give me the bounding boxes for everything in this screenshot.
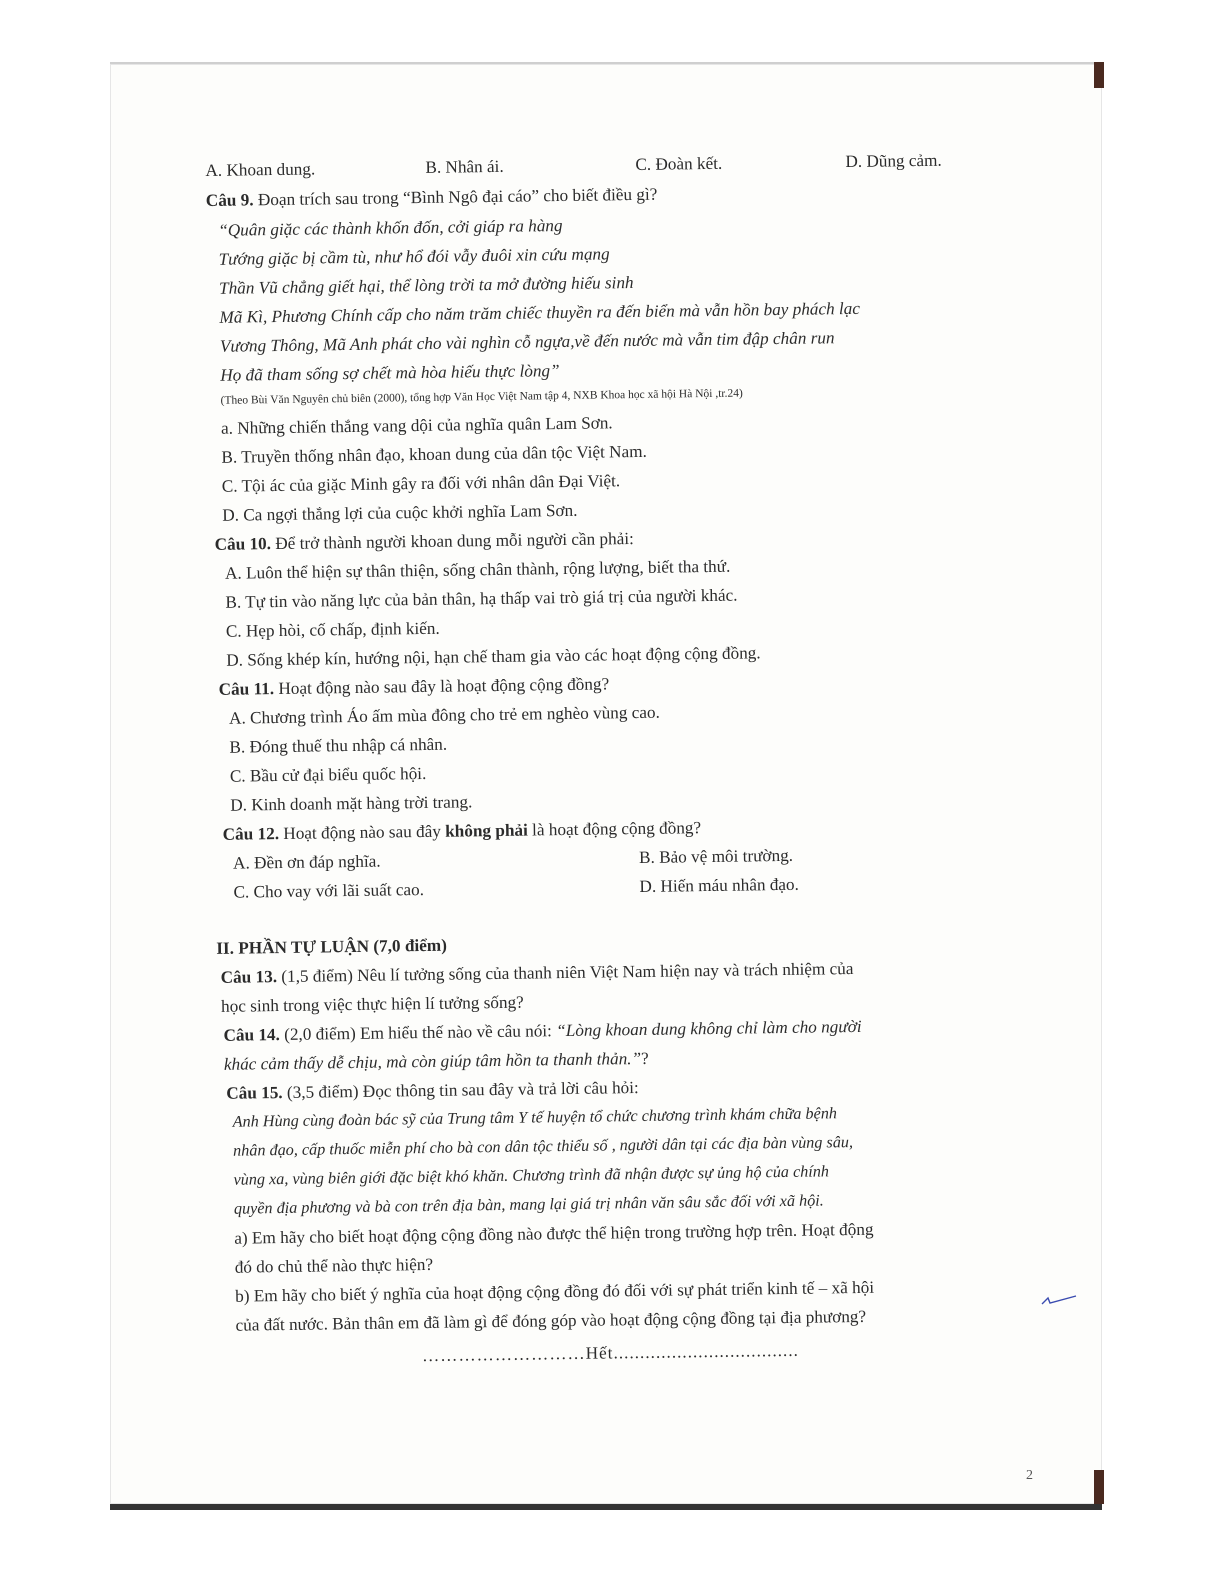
q13-line2: học sinh trong việc thực hiện lí tưởng sống?: [220, 992, 524, 1016]
q15-text: (3,5 điểm) Đọc thông tin sau đây và trả lời câu hỏi:: [286, 1078, 639, 1102]
q15-qa-line: đó do chủ thể nào thực hiện?: [234, 1254, 434, 1277]
q11-text: Hoạt động nào sau đây là hoạt động cộng đồng?: [278, 674, 610, 699]
q14-label: Câu 14.: [223, 1025, 280, 1045]
q10-option: A. Luôn thể hiện sự thân thiện, sống chân thành, rộng lượng, biết tha thứ.: [224, 556, 731, 583]
q10-option: B. Tự tin vào năng lực của bản thân, hạ thấp vai trò giá trị của người khác.: [225, 585, 738, 612]
q14-line1-plain: (2,0 điểm) Em hiểu thế nào về câu nói:: [284, 1021, 553, 1044]
q9-option: D. Ca ngợi thắng lợi của cuộc khởi nghĩa Lam Sơn.: [222, 500, 578, 525]
q15-qa-line: a) Em hãy cho biết hoạt động cộng đồng nào được thể hiện trong trường hợp trên. Hoạt động: [234, 1219, 874, 1248]
q12-option-d: D. Hiến máu nhân đạo.: [639, 874, 800, 897]
q11-option: D. Kinh doanh mặt hàng trời trang.: [230, 792, 473, 815]
q14-line1-italic: “Lòng khoan dung không chỉ làm cho người: [556, 1016, 862, 1041]
q10-text: Để trở thành người khoan dung mỗi người cần phải:: [275, 529, 634, 554]
q8-option-b: B. Nhân ái.: [425, 156, 504, 177]
q8-option-d: D. Dũng cảm.: [845, 150, 942, 172]
q9-quote-line: “Quân giặc các thành khốn đốn, cởi giáp ra hàng: [218, 216, 563, 240]
q15-passage-line: nhân đạo, cấp thuốc miễn phí cho bà con dân tộc thiểu số , người dân tại các địa bàn vùng sâu,: [232, 1133, 854, 1160]
q9-text: Đoạn trích sau trong “Bình Ngô đại cáo” cho biết điều gì?: [257, 184, 658, 210]
page-number: 2: [1026, 1468, 1033, 1483]
q15-label: Câu 15.: [226, 1083, 283, 1103]
q9-quote-line: Họ đã tham sống sợ chết mà hòa hiếu thực lòng”: [220, 361, 560, 385]
q11-option: C. Bầu cử đại biểu quốc hội.: [229, 763, 427, 786]
q9-quote-line: Tướng giặc bị cầm tù, như hổ đói vẫy đuôi xin cứu mạng: [218, 244, 610, 269]
q15-passage-line: quyền địa phương và bà con trên địa bàn, mang lại giá trị nhân văn sâu sắc đối với xã hội.: [233, 1191, 824, 1218]
q14-line2-italic: khác cảm thấy dễ chịu, mà còn giúp tâm hồn ta thanh thản.”: [223, 1049, 642, 1074]
q11-option: B. Đóng thuế thu nhập cá nhân.: [229, 734, 448, 757]
q13-line1: (1,5 điểm) Nêu lí tưởng sống của thanh niên Việt Nam hiện nay và trách nhiệm của: [281, 959, 854, 987]
q8-option-a: A. Khoan dung.: [205, 159, 316, 180]
q12-option-b: B. Bảo vệ môi trường.: [638, 845, 794, 868]
q15-passage-line: vùng xa, vùng biên giới đặc biệt khó khăn. Chương trình đã nhận được sự ủng hộ của chính: [233, 1162, 830, 1189]
end-label: Hết: [585, 1343, 614, 1363]
q11-option: A. Chương trình Áo ấm mùa đông cho trẻ em nghèo vùng cao.: [228, 702, 660, 728]
q9-source: (Theo Bùi Văn Nguyên chủ biên (2000), tổng hợp Văn Học Việt Nam tập 4, NXB Khoa học xã hội Hà Nội ,tr.24): [220, 387, 743, 407]
q9-quote-line: Thần Vũ chẳng giết hại, thể lòng trời ta mở đường hiếu sinh: [218, 273, 634, 298]
q8-option-c: C. Đoàn kết.: [635, 153, 723, 174]
end-dots-left: ………………………: [421, 1343, 586, 1366]
page-edge-shadow-bottom: [1094, 1470, 1104, 1504]
q9-option: B. Truyền thống nhân đạo, khoan dung của dân tộc Việt Nam.: [221, 441, 647, 467]
q12-label: Câu 12.: [222, 824, 280, 844]
q15-qa-line: của đất nước. Bản thân em đã làm gì để đóng góp vào hoạt động cộng đồng tại địa phương?: [235, 1306, 867, 1335]
q12-text-bold: không phải: [445, 820, 528, 841]
pen-tick-icon: [1040, 1294, 1078, 1308]
q14-line2-end: ?: [640, 1048, 649, 1068]
q13-label: Câu 13.: [220, 967, 278, 987]
q9-quote-line: Vương Thông, Mã Anh phát cho vài nghìn cỗ ngựa,về đến nước mà vẫn tim đập chân run: [219, 328, 835, 356]
q9-option: C. Tội ác của giặc Minh gây ra đối với nhân dân Đại Việt.: [221, 471, 621, 496]
q12-text-before: Hoạt động nào sau đây: [283, 821, 441, 843]
q15-passage-line: Anh Hùng cùng đoàn bác sỹ của Trung tâm Y tế huyện tổ chức chương trình khám chữa bệnh: [232, 1104, 838, 1131]
q12-option-a: A. Đền ơn đáp nghĩa.: [232, 851, 381, 873]
q12-text-after: là hoạt động cộng đồng?: [531, 818, 702, 840]
q9-option: a. Những chiến thắng vang dội của nghĩa quân Lam Sơn.: [220, 413, 613, 438]
q15-qa-line: b) Em hãy cho biết ý nghĩa của hoạt động cộng đồng đó đối với sự phát triển kinh tế – xã hội: [235, 1277, 875, 1306]
q9-label: Câu 9.: [205, 190, 254, 210]
end-dots-right: ...................................: [613, 1340, 799, 1363]
q10-option: C. Hẹp hòi, cố chấp, định kiến.: [225, 618, 440, 641]
q10-label: Câu 10.: [214, 534, 272, 554]
q10-option: D. Sống khép kín, hướng nội, hạn chế tham gia vào các hoạt động cộng đồng.: [226, 643, 761, 670]
part2-heading: II. PHẦN TỰ LUẬN (7,0 điểm): [216, 935, 448, 958]
page-edge-shadow: [1094, 62, 1104, 88]
q11-label: Câu 11.: [218, 679, 275, 699]
q9-quote-line: Mã Kì, Phương Chính cấp cho năm trăm chiếc thuyền ra đến biển mà vẫn hồn bay phách lạc: [219, 298, 861, 327]
q12-option-c: C. Cho vay với lãi suất cao.: [233, 880, 425, 902]
